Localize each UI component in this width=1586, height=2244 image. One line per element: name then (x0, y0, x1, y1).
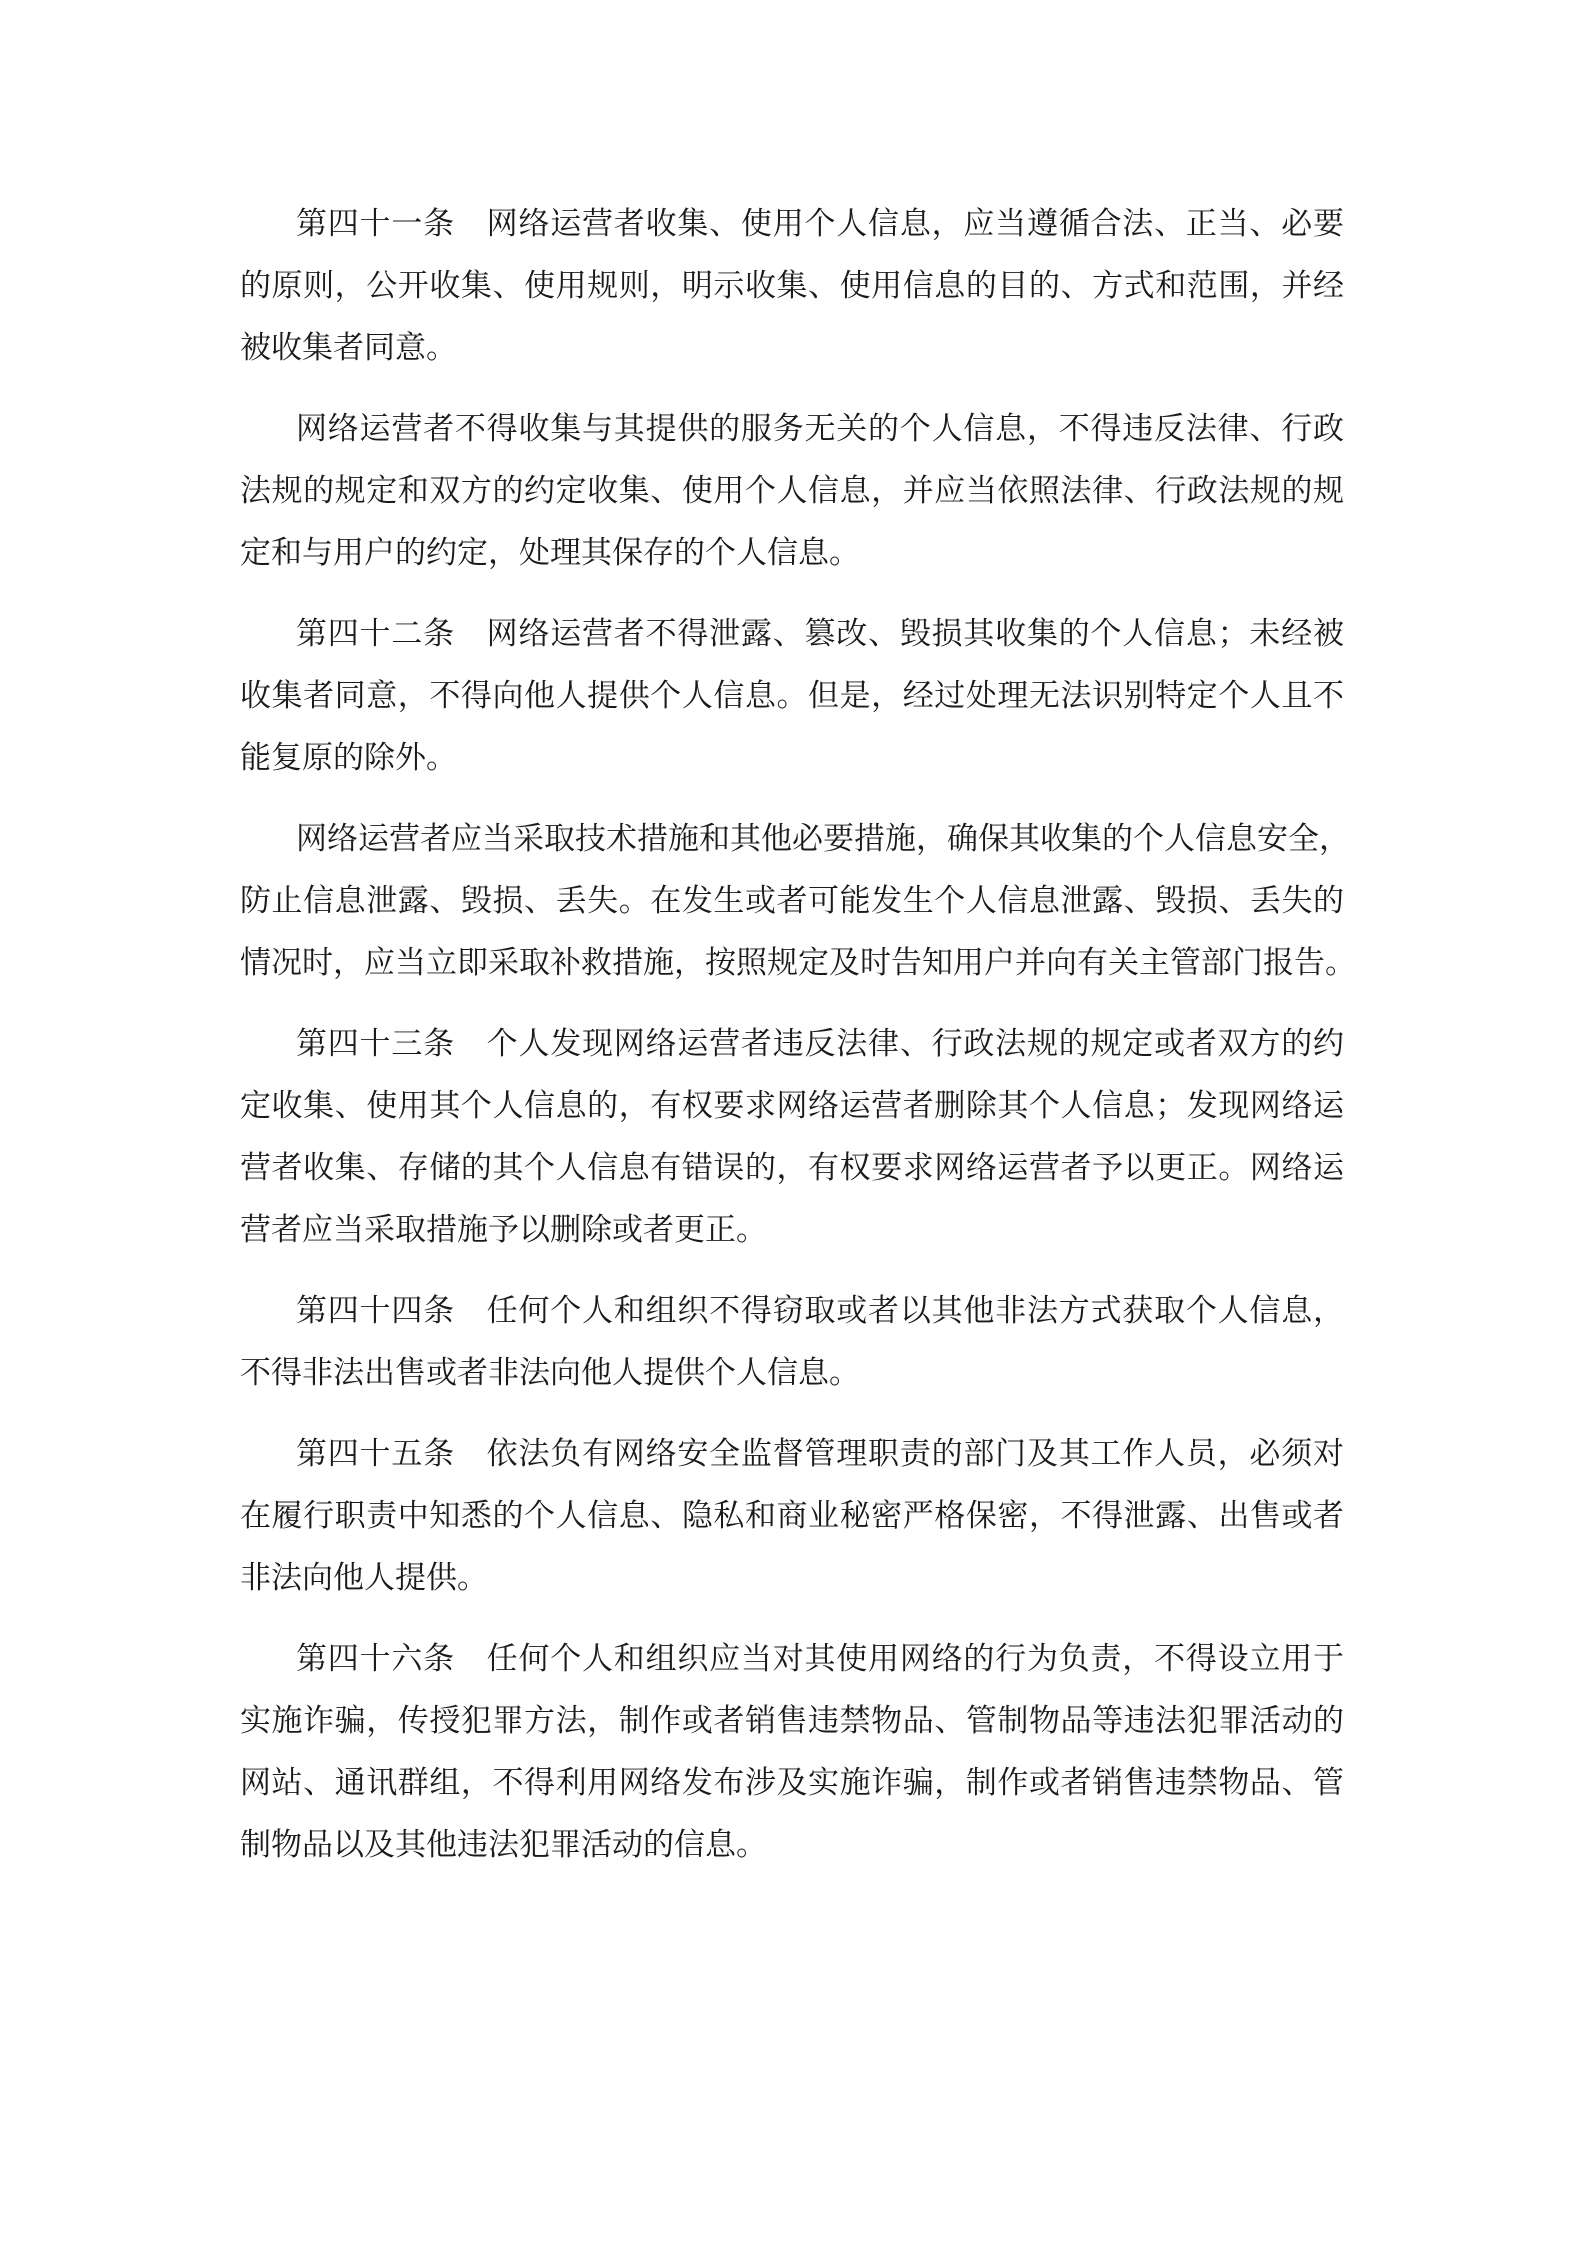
text-line: 第四十六条 任何个人和组织应当对其使用网络的行为负责，不得设立用于 (296, 1641, 1344, 1677)
text-line: 收集者同意，不得向他人提供个人信息。但是，经过处理无法识别特定个人且不 (240, 678, 1344, 714)
text-line: 不得非法出售或者非法向他人提供个人信息。 (240, 1355, 860, 1391)
text-line: 被收集者同意。 (240, 330, 457, 366)
paragraph (240, 1628, 1344, 1876)
text-line: 第四十五条 依法负有网络安全监督管理职责的部门及其工作人员，必须对 (296, 1436, 1344, 1472)
text-line: 在履行职责中知悉的个人信息、隐私和商业秘密严格保密，不得泄露、出售或者 (240, 1498, 1344, 1534)
text-line: 法规的规定和双方的约定收集、使用个人信息，并应当依照法律、行政法规的规 (240, 473, 1344, 509)
text-line: 非法向他人提供。 (240, 1560, 488, 1596)
text-line: 能复原的除外。 (240, 740, 457, 776)
text-line: 营者收集、存储的其个人信息有错误的，有权要求网络运营者予以更正。网络运 (240, 1150, 1344, 1186)
text-line: 网络运营者应当采取技术措施和其他必要措施，确保其收集的个人信息安全， (296, 821, 1350, 857)
paragraph (240, 1280, 1344, 1404)
document-page (240, 193, 1356, 1895)
text-line: 网站、通讯群组，不得利用网络发布涉及实施诈骗，制作或者销售违禁物品、管 (240, 1765, 1344, 1801)
text-line: 营者应当采取措施予以删除或者更正。 (240, 1212, 767, 1248)
paragraph (240, 1423, 1344, 1609)
text-line: 定和与用户的约定，处理其保存的个人信息。 (240, 535, 860, 571)
text-line: 第四十三条 个人发现网络运营者违反法律、行政法规的规定或者双方的约 (296, 1026, 1344, 1062)
paragraph (240, 398, 1344, 584)
paragraph (240, 603, 1344, 789)
text-line: 防止信息泄露、毁损、丢失。在发生或者可能发生个人信息泄露、毁损、丢失的 (240, 883, 1344, 919)
text-line: 第四十二条 网络运营者不得泄露、篡改、毁损其收集的个人信息；未经被 (296, 616, 1344, 652)
text-line: 定收集、使用其个人信息的，有权要求网络运营者删除其个人信息；发现网络运 (240, 1088, 1344, 1124)
text-line: 网络运营者不得收集与其提供的服务无关的个人信息，不得违反法律、行政 (296, 411, 1344, 447)
text-line: 实施诈骗，传授犯罪方法，制作或者销售违禁物品、管制物品等违法犯罪活动的 (240, 1703, 1344, 1739)
text-line: 第四十一条 网络运营者收集、使用个人信息，应当遵循合法、正当、必要 (296, 206, 1344, 242)
paragraph (240, 193, 1344, 379)
text-line: 第四十四条 任何个人和组织不得窃取或者以其他非法方式获取个人信息， (296, 1293, 1344, 1329)
text-line: 情况时，应当立即采取补救措施，按照规定及时告知用户并向有关主管部门报告。 (240, 945, 1356, 981)
paragraph (240, 1013, 1344, 1261)
text-line: 的原则，公开收集、使用规则，明示收集、使用信息的目的、方式和范围，并经 (240, 268, 1344, 304)
text-line: 制物品以及其他违法犯罪活动的信息。 (240, 1827, 767, 1863)
paragraph (240, 808, 1356, 994)
